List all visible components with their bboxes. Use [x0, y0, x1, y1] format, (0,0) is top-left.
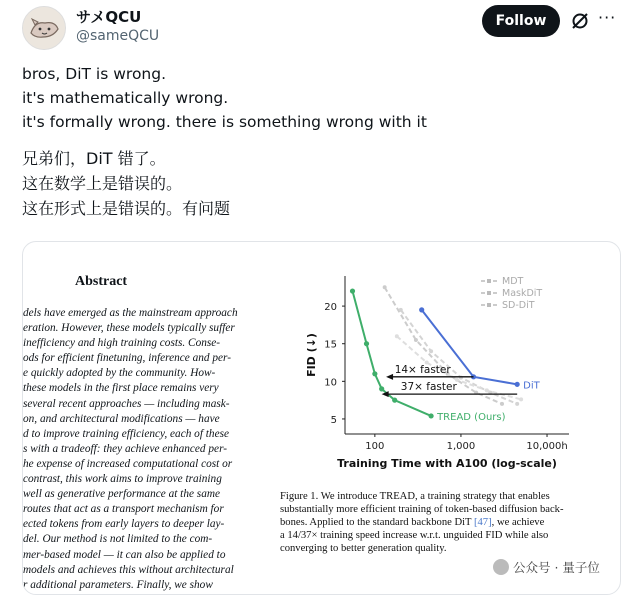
abstract-line: routes that act as a transport mechanism for [23, 503, 224, 516]
abstract-title: Abstract [75, 274, 128, 289]
abstract-line: d to improve training efficiency, each of these [23, 427, 230, 440]
abstract-line: several recent approaches — including mask- [23, 397, 230, 410]
abstract-line: inefficiency and high training costs. Conse- [23, 337, 221, 350]
arrowhead [386, 374, 393, 380]
data-point [500, 402, 504, 406]
follow-button[interactable]: Follow [482, 5, 560, 37]
tweet-line: it's mathematically wrong. [22, 89, 229, 107]
abstract-line: on, and architectural modifications — have [23, 412, 220, 425]
tweet-translation-line: 兄弟们，DiT 错了。 [22, 149, 166, 168]
y-tick-label: 20 [324, 302, 337, 314]
data-point [414, 338, 418, 342]
tweet-translation-line: 这在数学上是错误的。 [22, 174, 183, 193]
abstract-line: mer-based model — it can also be applied to [23, 548, 226, 561]
series-label-dit: DiT [523, 380, 540, 392]
legend-label: SD-DiT [502, 300, 535, 311]
figure-caption [280, 490, 600, 555]
data-point [399, 308, 403, 312]
data-point [364, 341, 369, 346]
legend-label: MaskDiT [502, 288, 543, 299]
watermark [493, 558, 600, 576]
legend-marker [487, 303, 491, 307]
abstract-line: models and achieves this without architectural [23, 563, 234, 576]
y-tick-label: 10 [324, 377, 337, 389]
caption-line: Figure 1. We introduce TREAD, a training strategy that enables [280, 491, 550, 502]
abstract-line: r additional parameters. Finally, we show [23, 578, 213, 591]
abstract-line: del. Our method is not limited to the com- [23, 533, 213, 546]
tweet-translation [22, 146, 230, 221]
y-axis-label: FID (↓) [305, 333, 318, 377]
data-point [485, 388, 489, 392]
more-options-icon[interactable]: ··· [598, 8, 617, 27]
legend-marker [487, 279, 491, 283]
abstract-text [23, 306, 261, 593]
x-tick-label: 10,000h [526, 441, 568, 452]
data-point [515, 382, 520, 387]
wechat-icon [493, 559, 509, 575]
data-point [419, 307, 424, 312]
y-tick-label: 5 [330, 414, 337, 426]
abstract-line: eration. However, these models typically suffer [23, 322, 235, 335]
caption-line: converging to better generation quality. [280, 543, 447, 554]
data-point [372, 371, 377, 376]
abstract-line: ected tokens from early layers to deeper lay- [23, 518, 225, 531]
series-label-tread: TREAD (Ours) [437, 411, 506, 423]
x-tick-label: 100 [365, 441, 385, 452]
legend-label: MDT [502, 276, 524, 287]
data-point [519, 397, 523, 401]
y-tick-label: 15 [324, 339, 337, 351]
data-point [395, 334, 399, 338]
tweet-line: it's formally wrong. there is something wrong with it [22, 113, 427, 131]
abstract-line: contrast, this work aims to improve training [23, 473, 222, 486]
data-point [428, 413, 433, 418]
abstract-line: s with a tradeoff: they achieve enhanced per- [23, 442, 227, 455]
abstract-line: e quickly adopted by the community. How- [23, 367, 216, 380]
caption-line: a 14/37× training speed increase w.r.t. unguided FID while also [280, 530, 549, 541]
avatar[interactable] [22, 6, 66, 50]
abstract-line: these models in the first place remains very [23, 382, 219, 395]
fid-chart [269, 264, 599, 489]
tweet-text [22, 62, 622, 134]
grok-icon[interactable] [570, 11, 590, 31]
data-point [350, 288, 355, 293]
abstract-line: ods for efficient finetuning, inference and per- [23, 352, 231, 365]
x-axis-label: Training Time with A100 (log-scale) [337, 457, 557, 470]
data-point [515, 402, 519, 406]
tweet-header [0, 0, 640, 56]
legend-marker [487, 291, 491, 295]
tweet-translation-line: 这在形式上是错误的。有问题 [22, 199, 231, 218]
display-name[interactable]: サメQCU [76, 8, 142, 26]
data-point [379, 386, 384, 391]
watermark-text: 公众号 · 量子位 [513, 560, 600, 575]
paper-image[interactable] [22, 241, 621, 595]
data-point [429, 349, 433, 353]
tweet-line: bros, DiT is wrong. [22, 65, 167, 83]
abstract-line: dels have emerged as the mainstream approach [23, 307, 238, 319]
user-handle[interactable]: @sameQCU [76, 28, 160, 44]
annotation-14x: 14× faster [394, 363, 451, 376]
caption-line: substantially more efficient training of token-based diffusion back- [280, 504, 564, 515]
caption-line: bones. Applied to the standard backbone DiT [47], we achieve [280, 517, 545, 528]
abstract-line: he expense of increased computational cost or [23, 457, 233, 470]
abstract-line: well as generative performance at the same [23, 488, 221, 501]
annotation-37x: 37× faster [400, 381, 457, 394]
data-point [392, 398, 397, 403]
x-tick-label: 1,000 [446, 441, 476, 452]
data-point [383, 285, 387, 289]
